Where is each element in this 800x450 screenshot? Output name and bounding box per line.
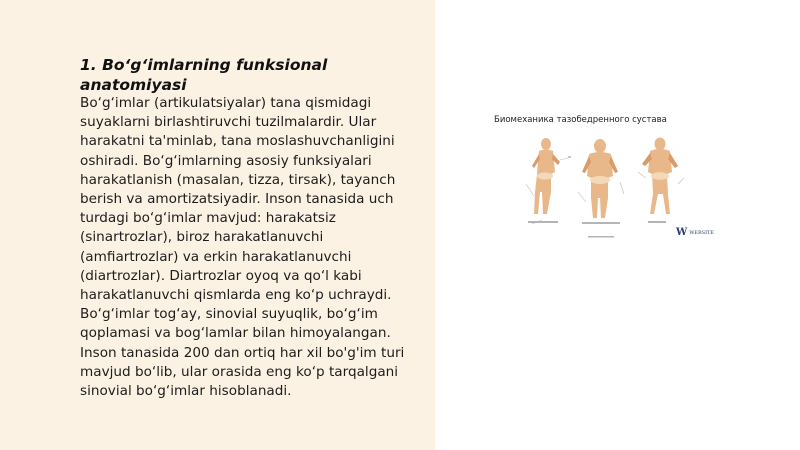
marker-1 (568, 156, 571, 158)
slide-body-text: Bo‘g‘imlar (artikulatsiyalar) tana qismidagi suyaklarni birlashtiruvchi tuzilmalardir. Ular harakatni ta'minlab, tana moslashuvchanligini oshiradi. Bo‘g‘imlarning asosiy funksiyalari harakatlanish (masalan, tizza, tirsak), tayanch berish va amortizatsiyadir. Inson tanasida uch turdagi bo‘g‘imlar mavjud: harakatsiz (sinartrozlar), biroz harakatlanuvchi (amfiartrozlar) va erkin harakatlanuvchi (diartrozlar). Diartrozlar oyoq va qo‘l kabi harakatlanuvchi qismlarda eng ko‘p uchraydi. Bo‘g‘imlar tog‘ay, sinovial suyuqlik, bo‘g‘im qoplamasi va bog‘lamlar bilan himoyalangan. Inson tanasida 200 dan ortiq har xil bo'g'im turi mavjud bo‘lib, ular orasida eng ko‘p tarqalgani sinovial bo‘g‘imlar hisoblanadi. (80, 95, 405, 400)
figure-labels (528, 221, 666, 238)
publisher-logo-icon: W (676, 227, 688, 238)
human-figure-1 (532, 138, 560, 214)
publisher-logo (676, 227, 714, 238)
slide-title: 1. Bo‘g‘imlarning funksional anatomiyasi (80, 56, 328, 94)
publisher-logo-text: WEBSITE (689, 229, 715, 236)
human-figure-2 (582, 139, 618, 218)
human-figure-3 (642, 138, 678, 215)
figure-caption: Биомеханика тазобедренного сустава (494, 115, 667, 125)
